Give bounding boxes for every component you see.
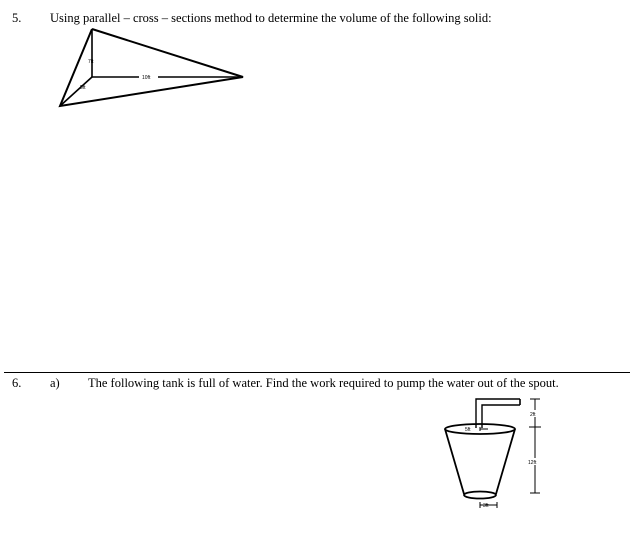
- tank-figure: [440, 395, 555, 510]
- problem-5-number: 5.: [12, 11, 22, 25]
- problem-5-text: Using parallel – cross – sections method to determine the volume of the following solid:: [50, 11, 492, 25]
- problem-6-text: The following tank is full of water. Find the work required to pump the water out of the spout.: [88, 376, 559, 390]
- label-12ft: 12ft: [528, 460, 537, 466]
- label-7ft: 7ft: [88, 59, 94, 65]
- problem-6-number: 6.: [12, 376, 22, 390]
- label-10ft: 10ft: [142, 75, 151, 81]
- tank-bottom: [464, 492, 496, 499]
- wedge-outline: [60, 29, 243, 106]
- label-5ft: 5ft: [80, 85, 86, 91]
- tank-side-left: [445, 429, 464, 494]
- problem-divider: [4, 372, 630, 373]
- label-5ft: 5ft: [465, 427, 471, 433]
- label-3ft: 3ft: [483, 503, 489, 509]
- label-2ft: 2ft: [530, 412, 536, 418]
- wedge-solid-figure: [55, 26, 250, 110]
- problem-6-part: a): [50, 376, 60, 390]
- tank-side-right: [496, 429, 515, 494]
